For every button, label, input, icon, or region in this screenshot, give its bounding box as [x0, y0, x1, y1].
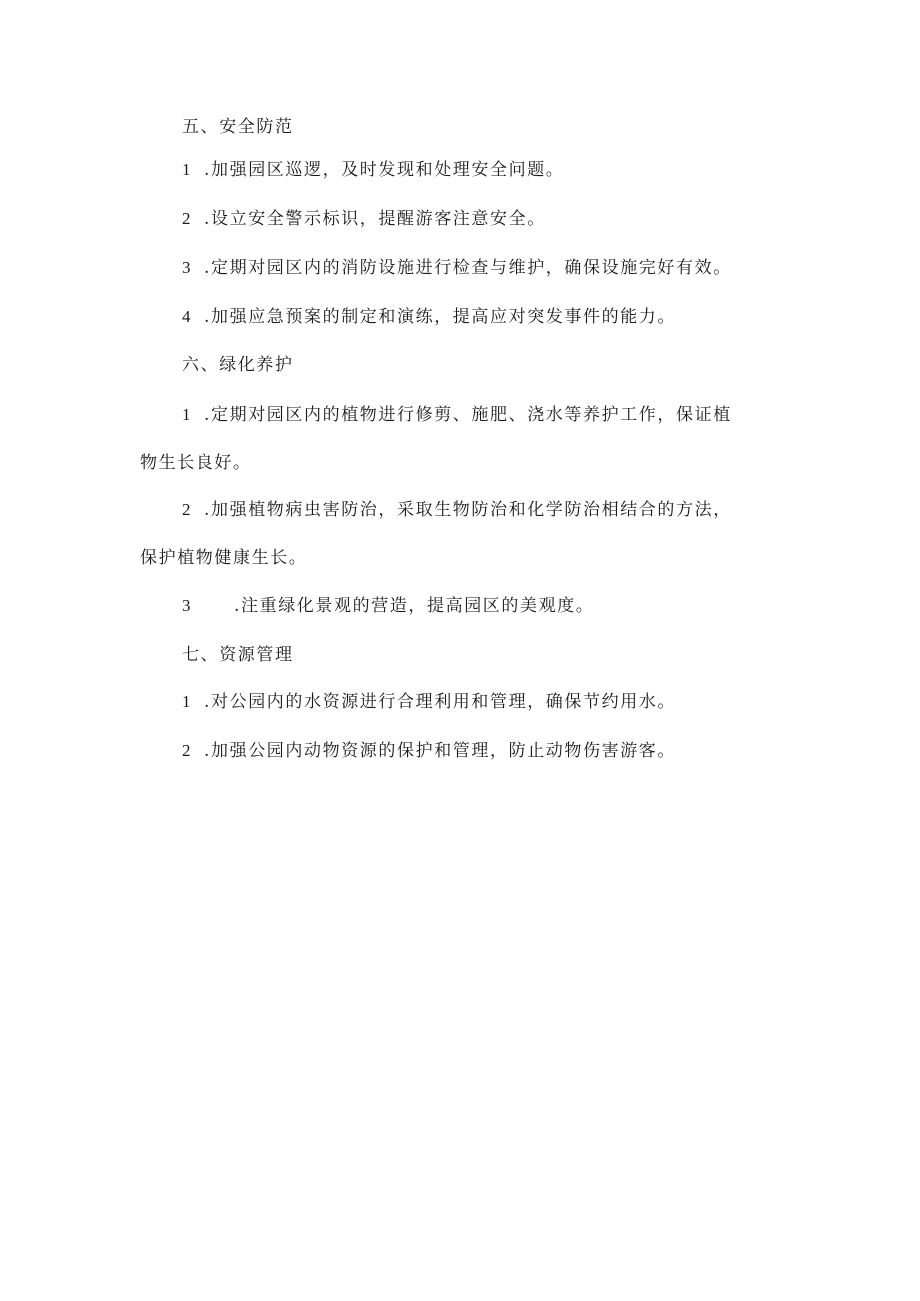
list-item — [182, 305, 676, 329]
item-number: 3 — [182, 258, 193, 277]
list-item — [182, 739, 676, 763]
section-heading-safety: 五、安全防范 — [182, 117, 294, 137]
item-text: .加强公园内动物资源的保护和管理，防止动物伤害游客。 — [204, 741, 677, 761]
item-text: .加强应急预案的制定和演练，提高应对突发事件的能力。 — [204, 307, 677, 327]
item-number: 2 — [182, 741, 193, 760]
item-text: .定期对园区内的消防设施进行检查与维护，确保设施完好有效。 — [204, 258, 732, 278]
list-item — [182, 690, 676, 714]
item-text: .定期对园区内的植物进行修剪、施肥、浇水等养护工作，保证植 — [204, 405, 732, 425]
item-number: 3 — [182, 596, 193, 615]
section-heading-greening: 六、绿化养护 — [182, 355, 294, 375]
item-text: .设立安全警示标识，提醒游客注意安全。 — [204, 209, 546, 229]
item-number: 2 — [182, 500, 193, 519]
list-item — [182, 158, 564, 182]
item-text: .对公园内的水资源进行合理利用和管理，确保节约用水。 — [204, 692, 677, 712]
list-item — [182, 256, 732, 280]
item-number: 2 — [182, 209, 193, 228]
list-item — [182, 594, 594, 618]
item-number: 1 — [182, 692, 193, 711]
list-item — [182, 498, 732, 522]
list-item — [182, 403, 732, 427]
item-number: 4 — [182, 307, 193, 326]
item-text: .加强植物病虫害防治，采取生物防治和化学防治相结合的方法， — [204, 500, 732, 520]
list-item — [182, 207, 546, 231]
item-text-continuation: 保护植物健康生长。 — [140, 548, 308, 568]
item-number: 1 — [182, 405, 193, 424]
item-text-continuation: 物生长良好。 — [140, 453, 252, 473]
item-number: 1 — [182, 160, 193, 179]
section-heading-resources: 七、资源管理 — [182, 645, 294, 665]
item-text: .加强园区巡逻，及时发现和处理安全问题。 — [204, 160, 565, 180]
item-text: .注重绿化景观的营造，提高园区的美观度。 — [234, 596, 595, 616]
